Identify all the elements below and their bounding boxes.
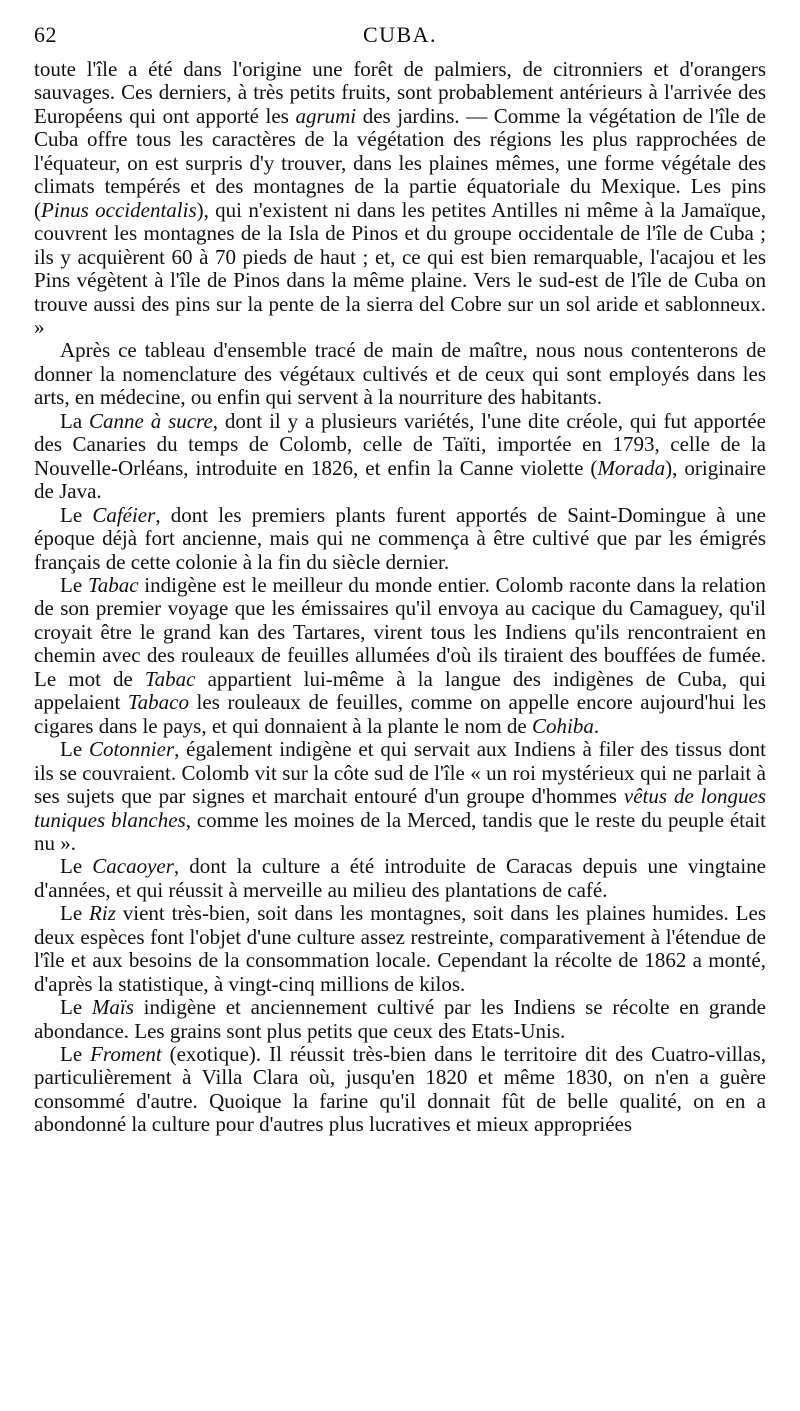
paragraph	[34, 1043, 766, 1137]
italic-term: Tabaco	[127, 690, 189, 715]
italic-term: Pinus occidentalis	[41, 197, 197, 222]
italic-term: Caféier	[92, 502, 156, 527]
text-run: Le	[60, 1042, 91, 1067]
text-run: , également indigène et qui servait aux Indiens à filer des tissus dont ils se couvraient. Colomb vit sur la côte sud de l'île « un roi mystérieux qui ne parlait à ses sujets que par signes et marchait entouré d'un groupe d'hommes	[34, 737, 766, 809]
text-run: des jardins. — Comme la végétation de l'île de Cuba offre tous les caractères de la végétation des régions les plus rapprochées de l'équateur, on est surpris d'y trouver, dans les plaines mêmes, une forme végétale des climats tempérés et des montagnes de la partie équatoriale du Mexique. Les pins (	[34, 103, 766, 222]
text-run: Le	[60, 572, 88, 597]
text-run: , comme les moines de la Merced, tandis que le reste du peuple était nu ».	[34, 807, 766, 855]
paragraph	[34, 574, 766, 738]
paragraph	[34, 738, 766, 855]
text-run: , dont il y a plusieurs variétés, l'une dite créole, qui fut apportée des Canaries du temps de Colomb, celle de Taïti, importée en 1793, celle de la Nouvelle-Orléans, introduite en 1826, et enfin la Canne violette (	[34, 408, 766, 480]
paragraph	[34, 855, 766, 902]
paragraph	[34, 58, 766, 339]
text-run: indigène est le meilleur du monde entier. Colomb raconte dans la relation de son premier voyage que les émissaires qu'il envoya au cacique du Camaguey, qu'il croyait être le grand kan des Tartares, virent tous les Indiens qu'ils rencontraient en chemin avec des rouleaux de feuilles allumées d'où ils tiraient des bouffées de fumée. Le mot de	[34, 572, 766, 691]
paragraph	[34, 339, 766, 409]
text-run: appartient lui-même à la langue des indigènes de Cuba, qui appelaient	[34, 666, 767, 715]
running-head	[34, 22, 766, 58]
page-number: 62	[34, 22, 57, 47]
text-run: , dont les premiers plants furent apportés de Saint-Domingue à une époque déjà fort ancienne, mais qui ne commença à être cultivé que par les émigrés français de cette colonie à la fin du siècle dernier.	[34, 502, 766, 574]
italic-term: vêtus de longues tuniques blanches	[34, 784, 767, 832]
italic-term: Morada	[597, 455, 666, 480]
italic-term: Cacaoyer	[92, 854, 174, 879]
page-title: CUBA.	[362, 22, 438, 47]
text-run: vient très-bien, soit dans les montagnes, soit dans les plaines humides. Les deux espèces font l'objet d'une culture assez restreinte, comparativement à l'étendue de l'île et aux besoins de la consommation locale. Cependant la récolte de 1862 a monté, d'après la statistique, à vingt-cinq millions de kilos.	[34, 901, 767, 996]
text-run: , dont la culture a été introduite de Caracas depuis une vingtaine d'années, et qui réussit à merveille au milieu des plantations de café.	[34, 854, 766, 902]
italic-term: Froment	[90, 1042, 162, 1067]
text-run: Le	[60, 854, 93, 879]
paragraph	[34, 504, 766, 574]
italic-term: Cotonnier	[88, 737, 175, 762]
text-run: .	[593, 713, 600, 738]
italic-term: Tabac	[87, 572, 139, 597]
paragraph	[34, 410, 766, 504]
text-run: Après ce tableau d'ensemble tracé de main de maître, nous nous contenterons de donner la nomenclature des végétaux cultivés et de ceux qui sont employés dans les arts, en médecine, ou enfin qui servent à la nourriture des habitants.	[34, 338, 766, 410]
italic-term: Maïs	[91, 995, 134, 1020]
italic-term: Canne à sucre	[89, 408, 213, 433]
text-run: Le	[60, 502, 93, 527]
italic-term: Riz	[89, 901, 116, 926]
text-run: ), qui n'existent ni dans les petites Antilles ni même à la Jamaïque, couvrent les montagnes de la Isla de Pinos et du groupe occidentale de l'île de Cuba ; ils y acquièrent 60 à 70 pieds de haut ; et, ce qui est bien remarquable, l'acajou et les Pins végètent à l'île de Pinos dans la même plaine. Vers le sud-est de l'île de Cuba on trouve aussi des pins sur la pente de la sierra del Cobre sur un sol aride et sablonneux. »	[34, 197, 766, 339]
text-run: les rouleaux de feuilles, comme on appelle encore aujourd'hui les cigares dans le pays, et qui donnaient à la plante le nom de	[34, 690, 766, 738]
text-run: ), originaire de Java.	[34, 455, 766, 504]
text-run: Le	[60, 737, 89, 762]
book-page	[34, 22, 766, 1137]
text-run: (exotique). Il réussit très-bien dans le territoire dit des Cuatro-villas, particulièrement à Villa Clara où, jusqu'en 1820 et même 1830, on n'en a guère consommé d'autre. Quoique la farine qu'il donnait fût de belle qualité, on en a abondonné la culture pour d'autres plus lucratives et mieux appropriées	[34, 1042, 766, 1137]
text-run: indigène et anciennement cultivé par les Indiens se récolte en grande abondance. Les grains sont plus petits que ceux des Etats-Unis.	[34, 995, 766, 1043]
body-text	[34, 58, 766, 1137]
text-run: Le	[60, 901, 90, 926]
text-run: toute l'île a été dans l'origine une forêt de palmiers, de citronniers et d'orangers sauvages. Ces derniers, à très petits fruits, sont probablement antérieurs à l'arrivée des Européens qui ont apporté les	[34, 57, 766, 128]
text-run: La	[60, 408, 90, 433]
italic-term: Cohiba	[532, 713, 594, 738]
paragraph	[34, 902, 766, 996]
italic-term: Tabac	[144, 666, 196, 691]
italic-term: agrumi	[295, 103, 357, 128]
paragraph	[34, 996, 766, 1043]
text-run: Le	[60, 995, 92, 1020]
